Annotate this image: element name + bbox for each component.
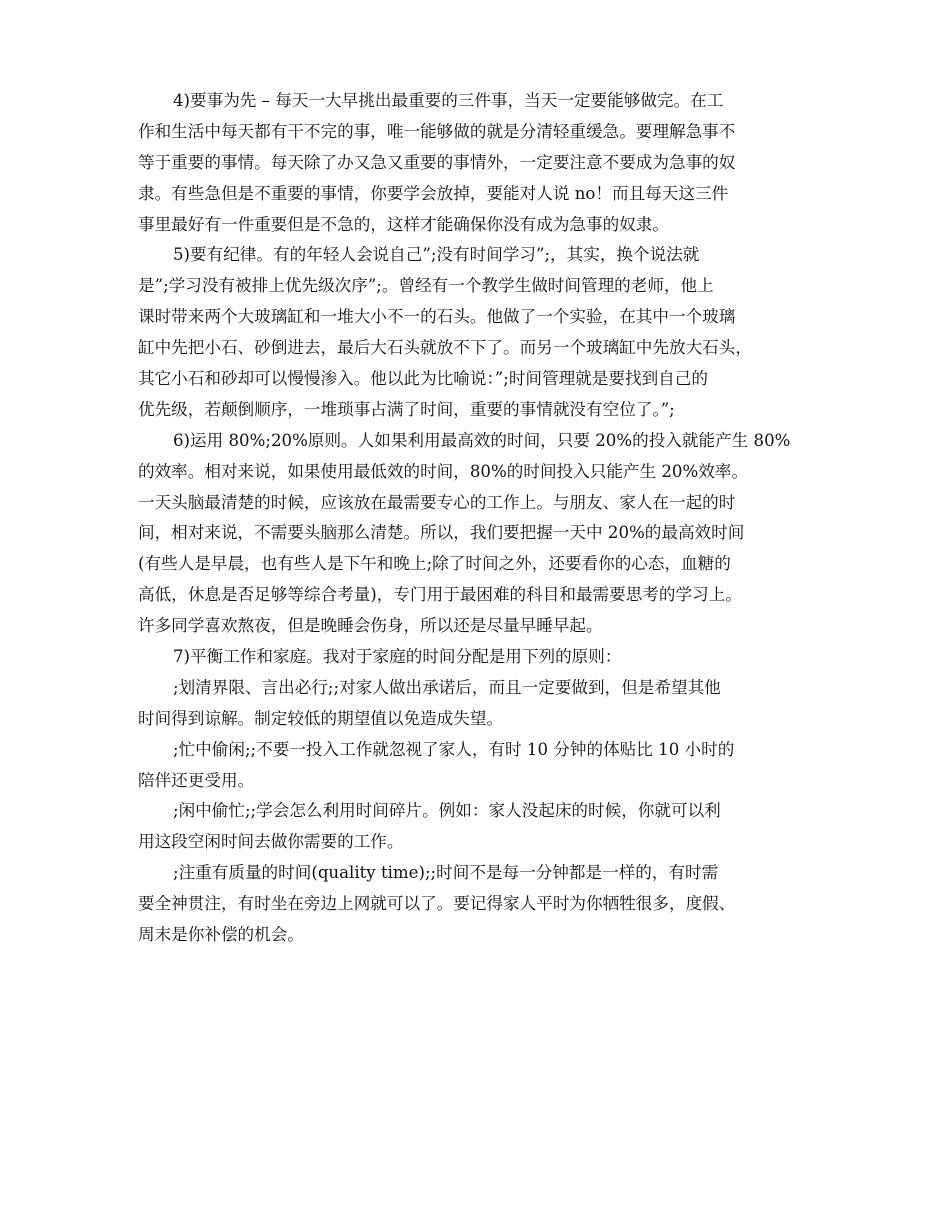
text-line: 一天头脑最清楚的时候，应该放在最需要专心的工作上。与朋友、家人在一起的时 [138, 492, 736, 512]
text-line: ;闲中偷忙;;学会怎么利用时间碎片。例如：家人没起床的时候，你就可以利 [173, 801, 721, 821]
text-line: ;注重有质量的时间(quality time);;时间不是每一分钟都是一样的，有时需 [173, 863, 719, 883]
text-line: 要全神贯注，有时坐在旁边上网就可以了。要记得家人平时为你牺牲很多，度假、 [138, 894, 736, 914]
text-line: ;忙中偷闲;;不要一投入工作就忽视了家人，有时 10 分钟的体贴比 10 小时的 [173, 739, 735, 759]
text-line: 事里最好有一件重要但是不急的，这样才能确保你没有成为急事的奴隶。 [138, 214, 669, 234]
text-line: (有些人是早晨，也有些人是下午和晚上;除了时间之外，还要看你的心态，血糖的 [138, 554, 731, 574]
document-body [138, 86, 822, 951]
text-line: 等于重要的事情。每天除了办又急又重要的事情外，一定要注意不要成为急事的奴 [138, 152, 736, 172]
text-line: 优先级，若颠倒顺序，一堆琐事占满了时间，重要的事情就没有空位了。”; [138, 399, 675, 419]
document-page [138, 86, 822, 951]
text-line: 其它小石和砂却可以慢慢渗入。他以此为比喻说：”;时间管理就是要找到自己的 [138, 369, 708, 389]
text-line: 是”;学习没有被排上优先级次序”;。曾经有一个教学生做时间管理的老师，他上 [138, 276, 714, 296]
text-line: 间，相对来说，不需要头脑那么清楚。所以，我们要把握一天中 20%的最高效时间 [138, 523, 745, 543]
text-line: 课时带来两个大玻璃缸和一堆大小不一的石头。他做了一个实验，在其中一个玻璃 [138, 307, 736, 327]
text-line: 4)要事为先 – 每天一大早挑出最重要的三件事，当天一定要能够做完。在工 [173, 91, 724, 110]
text-line: 用这段空闲时间去做你需要的工作。 [138, 832, 404, 852]
text-line: ;划清界限、言出必行;;对家人做出承诺后，而且一定要做到，但是希望其他 [173, 677, 721, 697]
text-line: 高低，休息是否足够等综合考量)，专门用于最困难的科目和最需要思考的学习上。 [138, 585, 742, 605]
text-line: 缸中先把小石、砂倒进去，最后大石头就放不下了。而另一个玻璃缸中先放大石头， [138, 338, 752, 358]
text-line: 作和生活中每天都有干不完的事，唯一能够做的就是分清轻重缓急。要理解急事不 [138, 121, 736, 141]
text-line: 时间得到谅解。制定较低的期望值以免造成失望。 [138, 708, 504, 728]
text-line: 6)运用 80%;20%原则。人如果利用最高效的时间，只要 20%的投入就能产生 80% [173, 430, 791, 450]
text-line: 周末是你补偿的机会。 [138, 925, 304, 945]
text-line: 隶。有些急但是不重要的事情，你要学会放掉，要能对人说 no！而且每天这三件 [138, 183, 729, 203]
text-line: 7)平衡工作和家庭。我对于家庭的时间分配是用下列的原则： [173, 647, 622, 667]
text-line: 的效率。相对来说，如果使用最低效的时间，80%的时间投入只能产生 20%效率。 [138, 461, 749, 481]
text-line: 5)要有纪律。有的年轻人会说自己”;没有时间学习”;，其实，换个说法就 [173, 245, 700, 265]
text-line: 许多同学喜欢熬夜，但是晚睡会伤身，所以还是尽量早睡早起。 [138, 616, 603, 636]
text-line: 陪伴还更受用。 [138, 770, 255, 790]
